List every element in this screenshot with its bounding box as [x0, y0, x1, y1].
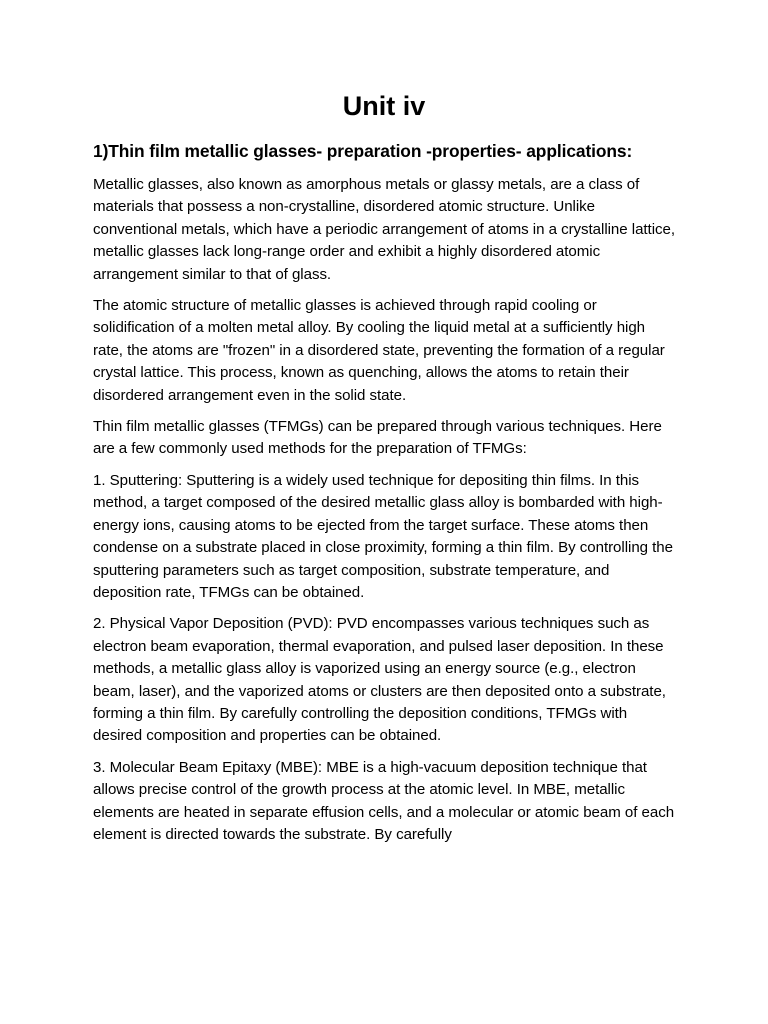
paragraph-atomic-structure: The atomic structure of metallic glasses is achieved through rapid cooling or solidification of a molten metal alloy. By cooling the liquid metal at a sufficiently high rate, the atoms are "frozen" in a disordered state, preventing the formation of a regular crystal lattice. This process, known as quenching, allows the atoms to retain their disordered arrangement even in the solid state. [93, 297, 665, 404]
paragraph-tfmg-preparation: Thin film metallic glasses (TFMGs) can be prepared through various techniques. Here are a few commonly used methods for the preparation of TFMGs: [93, 418, 662, 458]
paragraph-metallic-glasses-intro: Metallic glasses, also known as amorphous metals or glassy metals, are a class of materials that possess a non-crystalline, disordered atomic structure. Unlike conventional metals, which have a periodic arrangement of atoms in a crystalline lattice, metallic glasses lack long-range order and exhibit a highly disordered atomic arrangement similar to that of glass. [93, 176, 675, 283]
paragraph-sputtering: 1. Sputtering: Sputtering is a widely used technique for depositing thin films. In this method, a target composed of the desired metallic glass alloy is bombarded with high-energy ions, causing atoms to be ejected from the target surface. These atoms then condense on a substrate placed in close proximity, forming a thin film. By controlling the sputtering parameters such as target composition, substrate temperature, and deposition rate, TFMGs can be obtained. [93, 471, 673, 601]
section-heading: 1)Thin film metallic glasses- preparation -properties- applications: [93, 141, 633, 161]
body-text [93, 174, 679, 855]
page-title: Unit iv [342, 91, 426, 121]
paragraph-pvd: 2. Physical Vapor Deposition (PVD): PVD encompasses various techniques such as electron beam evaporation, thermal evaporation, and pulsed laser deposition. In these methods, a metallic glass alloy is vaporized using an energy source (e.g., electron beam, laser), and the vaporized atoms or clusters are then deposited onto a substrate, forming a thin film. By carefully controlling the deposition conditions, TFMGs with desired composition and properties can be obtained. [93, 615, 666, 745]
paragraph-mbe: 3. Molecular Beam Epitaxy (MBE): MBE is a high-vacuum deposition technique that allows precise control of the growth process at the atomic level. In MBE, metallic elements are heated in separate effusion cells, and a molecular or atomic beam of each element is directed towards the substrate. By carefully [93, 758, 675, 843]
